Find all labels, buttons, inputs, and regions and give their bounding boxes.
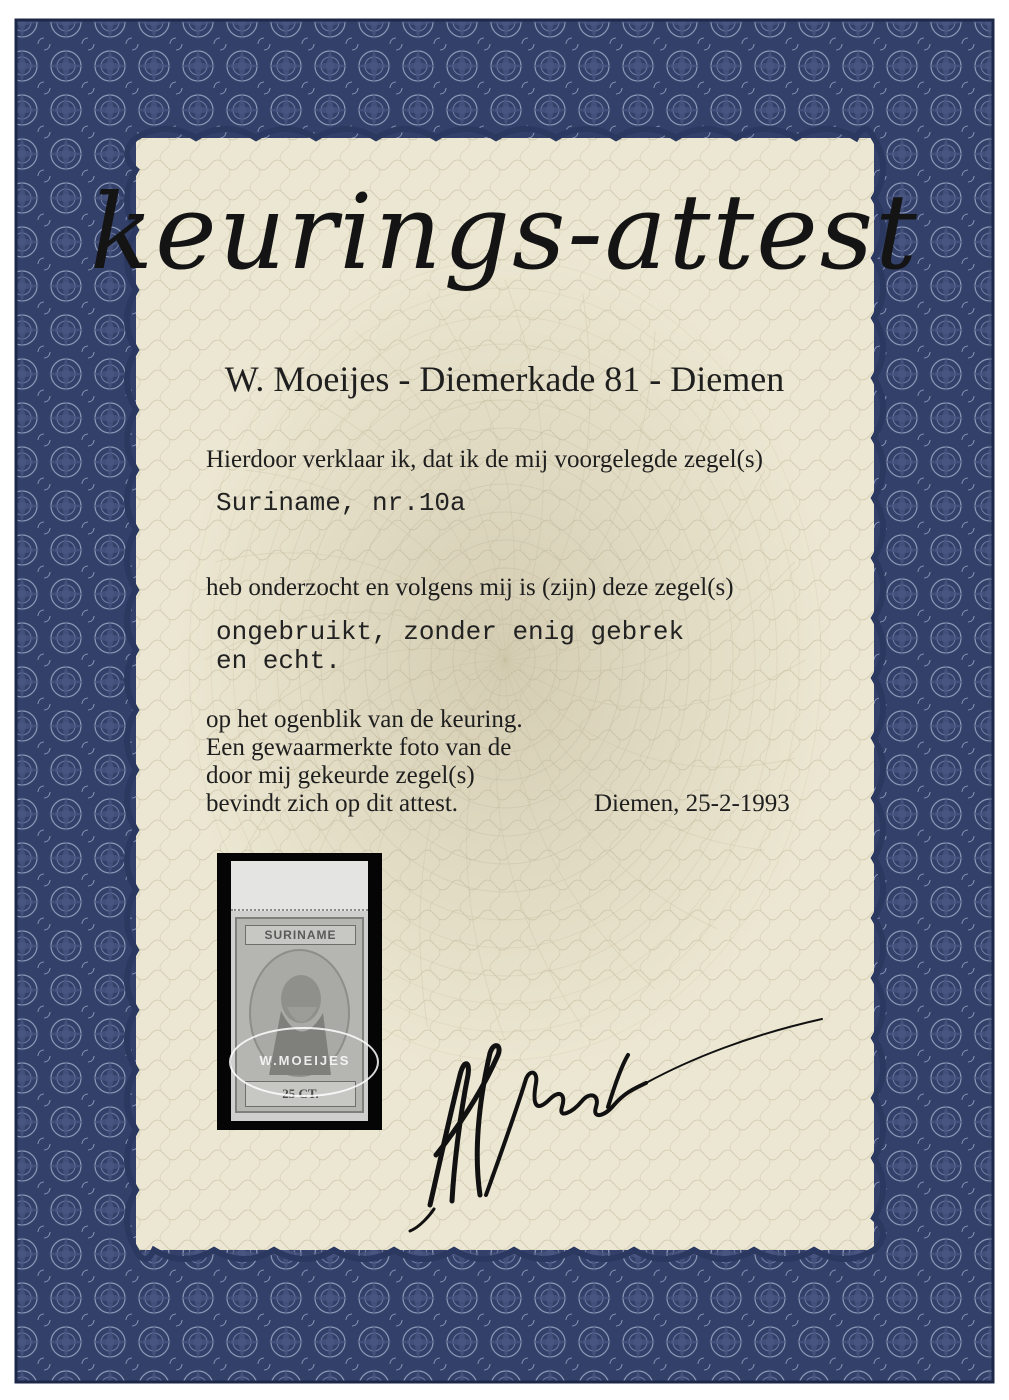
stamp-sheet-margin: [231, 861, 368, 911]
stamp-value-label: 25 CT.: [245, 1081, 356, 1107]
examined-text: heb onderzocht en volgens mij is (zijn) deze zegel(s): [206, 574, 734, 601]
stamp-design: [235, 917, 364, 1113]
place-date: Diemen, 25-2-1993: [594, 790, 790, 817]
declaration-text: Hierdoor verklaar ik, dat ik de mij voorgelegde zegel(s): [206, 446, 763, 473]
stamp-identification: Suriname, nr.10a: [216, 488, 466, 518]
cancellation-text: W.MOEIJES: [259, 1053, 351, 1068]
stamp-image: [231, 861, 368, 1121]
cancellation-mark: [229, 1027, 379, 1097]
stamp-photo: [217, 853, 382, 1130]
handwritten-signature: [390, 995, 850, 1245]
certificate-title: keurings-attest: [90, 171, 919, 293]
closing-line-3: door mij gekeurde zegel(s): [206, 762, 475, 789]
verdict-line-1: ongebruikt, zonder enig gebrek: [216, 617, 685, 647]
verdict-line-2: en echt.: [216, 646, 341, 676]
issuer-line: W. Moeijes - Diemerkade 81 - Diemen: [224, 359, 785, 399]
closing-line-4: bevindt zich op dit attest.: [206, 790, 459, 817]
stamp-country-label: SURINAME: [245, 925, 356, 945]
closing-line-1: op het ogenblik van de keuring.: [206, 706, 523, 733]
closing-line-2: Een gewaarmerkte foto van de: [206, 734, 512, 761]
